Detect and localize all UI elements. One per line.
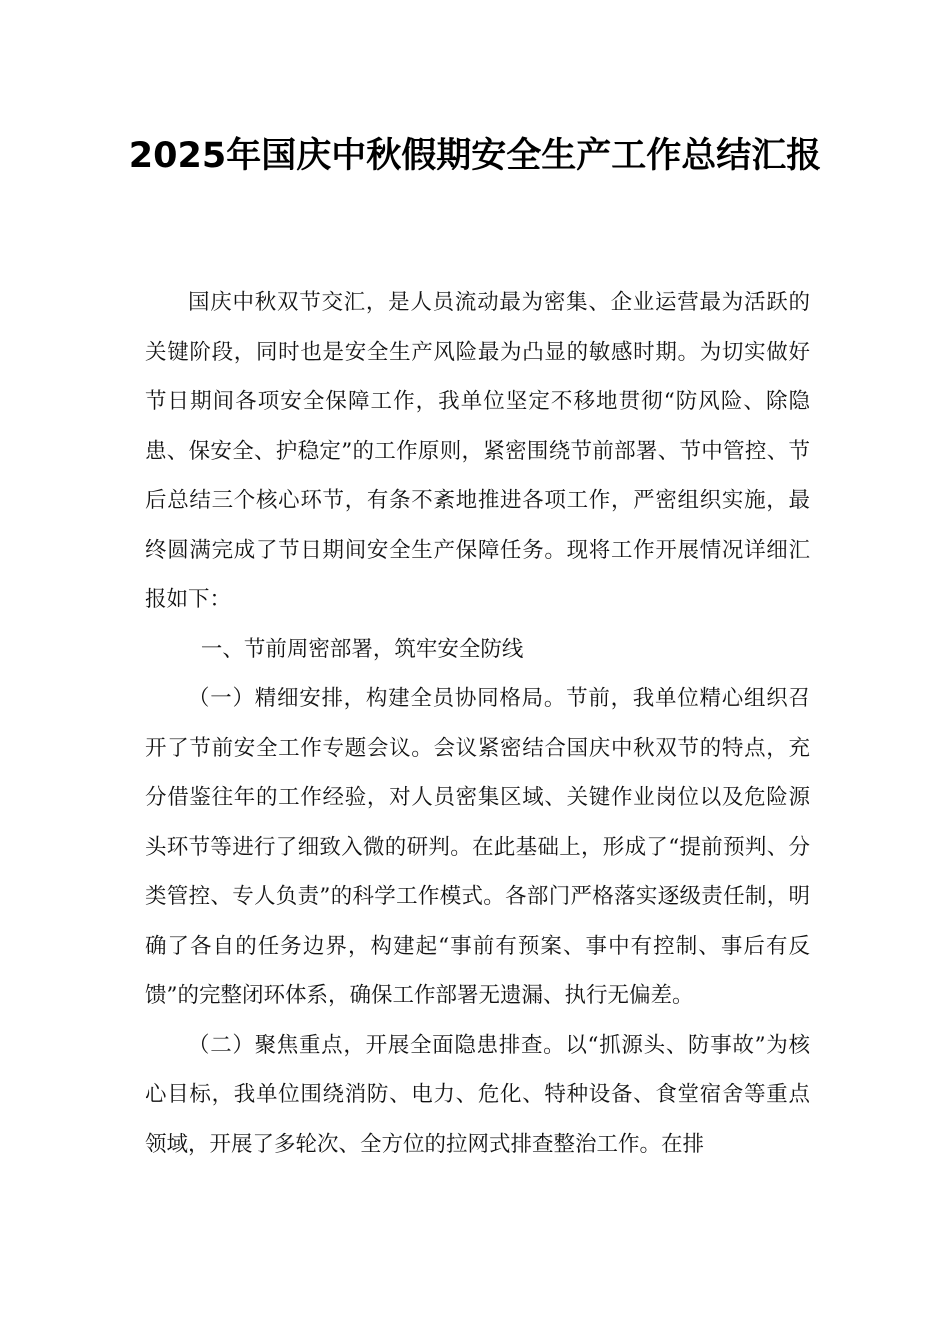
document-body xyxy=(145,278,810,1169)
subsection-paragraph-2: （二）聚焦重点，开展全面隐患排查。以“抓源头、防事故”为核心目标，我单位围绕消防、电力、危化、特种设备、食堂宿舍等重点领域，开展了多轮次、全方位的拉网式排查整治工作。在排 xyxy=(145,1032,810,1157)
section-heading-1: 一、节前周密部署，筑牢安全防线 xyxy=(200,636,524,662)
intro-paragraph: 国庆中秋双节交汇，是人员流动最为密集、企业运营最为活跃的关键阶段，同时也是安全生产风险最为凸显的敏感时期。为切实做好节日期间各项安全保障工作，我单位坚定不移地贯彻“防风险、除隐患、保安全、护稳定”的工作原则，紧密围绕节前部署、节中管控、节后总结三个核心环节，有条不紊地推进各项工作，严密组织实施，最终圆满完成了节日期间安全生产保障任务。现将工作开展情况详细汇报如下： xyxy=(145,290,810,612)
subsection-paragraph-1: （一）精细安排，构建全员协同格局。节前，我单位精心组织召开了节前安全工作专题会议。会议紧密结合国庆中秋双节的特点，充分借鉴往年的工作经验，对人员密集区域、关键作业岗位以及危险源头环节等进行了细致入微的研判。在此基础上，形成了“提前预判、分类管控、专人负责”的科学工作模式。各部门严格落实逐级责任制，明确了各自的任务边界，构建起“事前有预案、事中有控制、事后有反馈”的完整闭环体系，确保工作部署无遗漏、执行无偏差。 xyxy=(145,686,810,1008)
document-title: 2025年国庆中秋假期安全生产工作总结汇报 xyxy=(128,136,822,176)
